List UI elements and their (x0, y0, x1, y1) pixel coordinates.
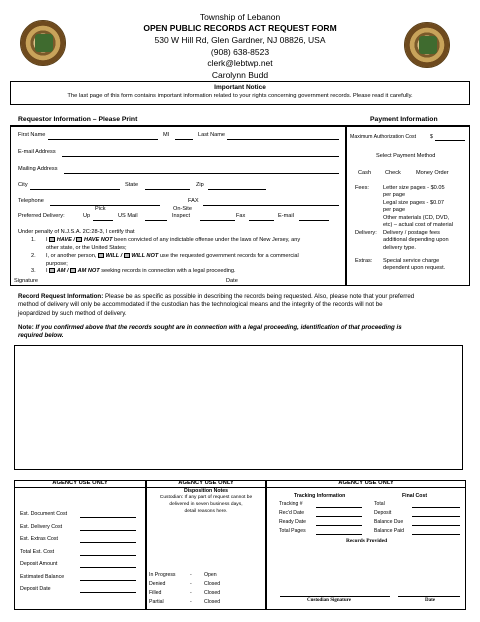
record-request-text: Please be as specific as possible in describing the records being requested. Also, please note that your preferred (105, 293, 415, 300)
custodian-date-label: Date (425, 598, 435, 603)
date-label: Date (226, 278, 238, 284)
delivery-up: Up (83, 213, 91, 219)
notice-text: The last page of this form contains important information related to your rights concerning government records. Please read it carefully. (67, 93, 413, 99)
delivery-list (383, 230, 449, 252)
payment-money-order[interactable]: Money Order (416, 170, 449, 176)
item1-have: HAVE / (56, 237, 75, 243)
max-cost-label: Maximum Authorization Cost (350, 134, 417, 140)
agency-cost-field[interactable] (80, 567, 136, 568)
final-cost-label: Balance Due (374, 519, 404, 525)
record-request-textarea[interactable] (14, 345, 463, 470)
date-field[interactable] (242, 285, 339, 286)
payment-cash[interactable]: Cash (358, 170, 372, 176)
payment-section-title: Payment Information (370, 116, 438, 123)
agency-cost-label: Est. Extras Cost (20, 536, 58, 542)
fees-line: Letter size pages - $0.05 (383, 185, 445, 191)
record-request-text: jeopardized by such method of delivery. (18, 309, 127, 317)
record-request-info (18, 293, 468, 318)
email: clerk@lebtwp.net (207, 58, 273, 68)
disposition-text: Custodian: If any part of request cannot be (159, 495, 253, 500)
final-cost-label: Balance Paid (374, 528, 405, 534)
telephone-label: Telephone (18, 198, 44, 204)
will-checkbox[interactable] (98, 253, 104, 258)
tracking-title: Tracking Information (294, 493, 346, 499)
email-address-field[interactable] (62, 156, 339, 157)
fees-list (383, 185, 453, 229)
item3-line (46, 268, 236, 274)
final-cost-field[interactable] (412, 516, 460, 517)
signature-label: Signature (14, 278, 38, 284)
on-site-label: On-Site (173, 206, 192, 212)
status-left[interactable]: Denied (149, 581, 166, 587)
delivery-inspect-field[interactable] (200, 220, 235, 221)
fees-line: Legal size pages - $0.07 (383, 199, 444, 206)
tracking-field[interactable] (316, 525, 362, 526)
final-cost-field[interactable] (412, 534, 460, 535)
notice-title: Important Notice (214, 84, 266, 91)
disposition-title: Disposition Notes (183, 488, 229, 494)
state-field[interactable] (145, 189, 190, 190)
final-cost-title: Final Cost (402, 493, 428, 499)
extras-line: dependent upon request. (383, 265, 446, 272)
fees-line: etc) – actual cost of material (383, 222, 453, 229)
delivery-us-mail: US Mail (118, 213, 138, 219)
agency-cost-label: Deposit Date (20, 586, 51, 592)
agency-cost-field[interactable] (80, 555, 136, 556)
custodian-signature-field[interactable] (280, 596, 390, 597)
have-not-checkbox[interactable] (76, 237, 82, 242)
last-name-field[interactable] (227, 139, 339, 140)
item3-pre: I (46, 268, 48, 274)
have-checkbox[interactable] (49, 237, 55, 242)
zip-field[interactable] (208, 189, 266, 190)
item2-cont: purpose; (46, 261, 68, 267)
delivery-line: delivery type. (383, 244, 416, 251)
agency-cost-field[interactable] (80, 517, 136, 518)
requestor-section-title: Requestor Information – Please Print (18, 116, 138, 123)
agency-cost-label: Est. Document Cost (20, 511, 68, 517)
tracking-label: Tracking # (279, 501, 303, 507)
preferred-delivery-label: Preferred Delivery: (18, 213, 65, 219)
tracking-field[interactable] (316, 516, 362, 517)
delivery-pickup-field[interactable] (93, 220, 113, 221)
item3-num: 3. (31, 268, 36, 274)
will-not-checkbox[interactable] (124, 253, 130, 258)
note-text: required below. (18, 332, 64, 340)
agency-cost-label: Total Est. Cost (20, 549, 55, 555)
tracking-field[interactable] (316, 534, 362, 535)
disposition-text: delivered in seven business days, (169, 502, 243, 507)
notice-box (10, 81, 470, 105)
status-dash: - (190, 590, 192, 596)
tracking-label: Total Pages (279, 528, 306, 534)
agency-cost-field[interactable] (80, 530, 136, 531)
agency-title-2: AGENCY USE ONLY (178, 480, 234, 486)
custodian-date-field[interactable] (398, 596, 460, 597)
fax-field[interactable] (203, 205, 339, 206)
extras-label: Extras: (355, 258, 373, 264)
mi-field[interactable] (175, 139, 193, 140)
mi-label: MI (163, 132, 170, 138)
item3-am-not: AM NOT (77, 268, 100, 274)
last-name-label: Last Name (198, 132, 226, 138)
fees-label: Fees: (355, 185, 369, 191)
note-text: If you confirmed above that the records sought are in connection with a legal proceeding, identification of that proceeding is (35, 324, 402, 331)
agency-cost-field[interactable] (80, 580, 136, 581)
record-request-label: Record Request Information: (18, 293, 104, 300)
max-cost-field[interactable] (435, 140, 465, 141)
item3-am: AM / (56, 268, 69, 274)
select-payment-label: Select Payment Method (376, 153, 436, 159)
tracking-label: Ready Date (279, 519, 306, 525)
item2-text: use the requested government records for a commercial (159, 253, 299, 259)
status-left[interactable]: In Progress (149, 572, 176, 578)
city-label: City (18, 182, 28, 188)
item2-will: WILL / (105, 253, 123, 259)
records-provided-label: Records Provided (346, 538, 388, 544)
fees-line: per page (383, 192, 406, 199)
payment-check[interactable]: Check (385, 170, 401, 176)
delivery-us-mail-field[interactable] (145, 220, 167, 221)
item1-text: been convicted of any indictable offense under the laws of New Jersey, any (114, 237, 301, 243)
agency-cost-label: Est. Delivery Cost (20, 524, 63, 530)
note-label: Note: (18, 324, 34, 331)
item2-pre: I, or another person, (46, 253, 97, 259)
township-seal-right (404, 22, 450, 68)
fees-line: per page (383, 207, 406, 214)
status-left[interactable]: Filled (149, 590, 162, 596)
signature-field[interactable] (46, 285, 216, 286)
township-seal-left (20, 20, 66, 66)
item1-line (46, 237, 300, 243)
dollar-sign: $ (430, 134, 433, 140)
township-name: Township of Lebanon (199, 12, 281, 22)
custodian-signature-label: Custodian Signature (307, 598, 351, 603)
final-cost-field[interactable] (412, 507, 460, 508)
status-right: Closed (204, 590, 221, 596)
agency-cost-label: Estimated Balance (20, 574, 65, 580)
agency-title-rule (266, 487, 466, 488)
first-name-field[interactable] (48, 139, 158, 140)
agency-box-tracking (266, 480, 466, 610)
mailing-address-field[interactable] (64, 173, 339, 174)
agency-cost-field[interactable] (80, 592, 136, 593)
final-cost-label: Deposit (374, 510, 392, 516)
item1-cont: other state, or the United States; (46, 245, 127, 251)
status-dash: - (190, 599, 192, 605)
fees-line: Other materials (CD, DVD, (383, 214, 450, 221)
item1-have-not: HAVE NOT (84, 237, 113, 243)
delivery-email-field[interactable] (299, 220, 329, 221)
extras-list (383, 258, 445, 273)
item3-text: seeking records in connection with a legal proceeding. (101, 268, 236, 274)
status-right: Closed (204, 581, 221, 587)
am-checkbox[interactable] (49, 268, 55, 273)
agency-title-rule (14, 487, 146, 488)
address: 530 W Hill Rd, Glen Gardner, NJ 08826, USA (154, 35, 326, 45)
form-title: OPEN PUBLIC RECORDS ACT REQUEST FORM (143, 23, 337, 33)
disposition-text: detail reasons here. (184, 509, 228, 514)
fax-label: FAX (188, 198, 199, 204)
penalty-intro: Under penalty of N.J.S.A. 2C:28-3, I certify that (18, 229, 135, 235)
item1-num: 1. (31, 237, 36, 243)
delivery-email: E-mail (278, 213, 294, 219)
agency-cost-label: Deposit Amount (20, 561, 58, 567)
clerk-name: Carolynn Budd (211, 70, 269, 80)
extras-line: Special service charge (383, 258, 440, 264)
pick-label: Pick (95, 206, 106, 212)
legal-note (18, 324, 468, 341)
am-not-checkbox[interactable] (70, 268, 76, 273)
item1-pre: I (46, 237, 48, 243)
item2-will-not: WILL NOT (131, 253, 159, 259)
delivery-line: additional depending upon (383, 237, 449, 244)
status-left[interactable]: Partial (149, 599, 164, 605)
first-name-label: First Name (18, 132, 46, 138)
email-address-label: E-mail Address (18, 149, 56, 155)
record-request-text: method of delivery will only be accommodated if the custodian has the technological means and the integrity of the records will not be (18, 301, 383, 309)
delivery-label: Delivery: (355, 230, 377, 236)
agency-title-3: AGENCY USE ONLY (338, 480, 394, 486)
tracking-label: Rec'd Date (279, 510, 305, 516)
phone: (908) 638-8523 (210, 47, 270, 57)
agency-title-1: AGENCY USE ONLY (52, 480, 108, 486)
state-label: State (125, 182, 139, 188)
mailing-address-label: Mailing Address (18, 166, 58, 172)
delivery-line: Delivery / postage fees (383, 230, 440, 236)
status-right: Closed (204, 599, 221, 605)
agency-cost-field[interactable] (80, 542, 136, 543)
item2-line (46, 253, 299, 259)
city-field[interactable] (30, 189, 120, 190)
delivery-fax: Fax (236, 213, 246, 219)
tracking-field[interactable] (316, 507, 362, 508)
final-cost-field[interactable] (412, 525, 460, 526)
status-right: Open (204, 572, 217, 578)
delivery-fax-field[interactable] (249, 220, 274, 221)
status-dash: - (190, 572, 192, 578)
final-cost-label: Total (374, 501, 385, 507)
status-dash: - (190, 581, 192, 587)
zip-label: Zip (196, 182, 204, 188)
delivery-inspect: Inspect (172, 213, 191, 219)
item2-num: 2. (31, 253, 36, 259)
